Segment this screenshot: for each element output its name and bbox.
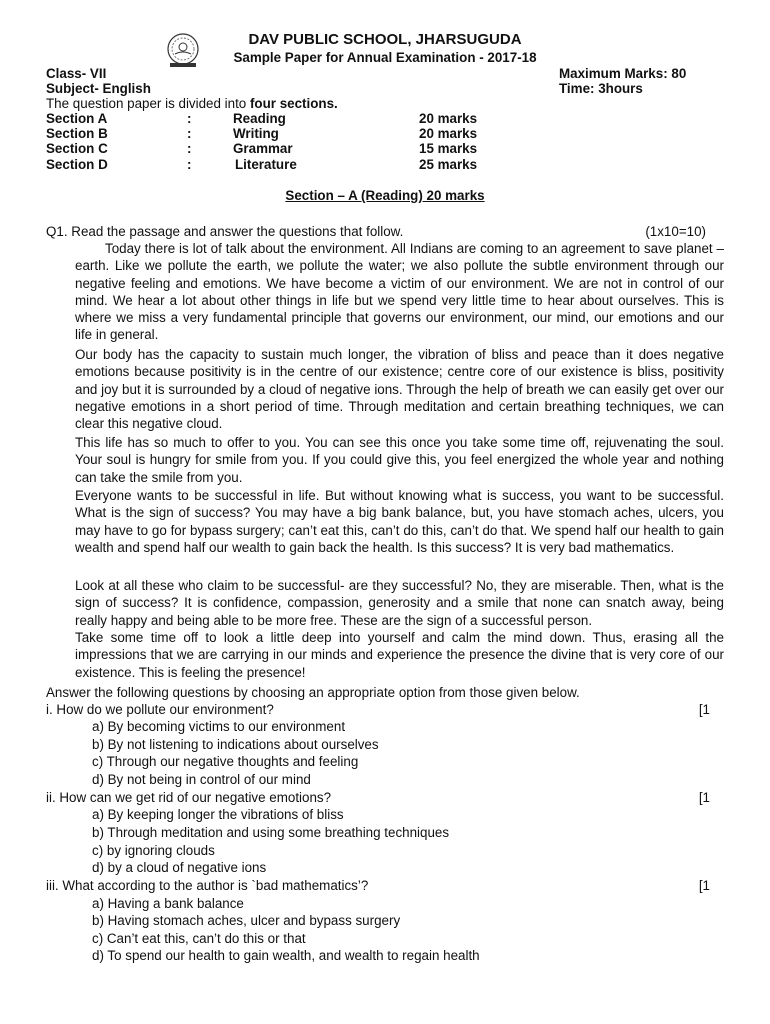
passage-paragraph: Our body has the capacity to sustain much longer, the vibration of bliss and peace than it does negative emotions because positivity is in the centre of our existence; centre core of our existence is bliss, positivity and joy but it is surrounded by a cloud of negative ions. Through the help of breath we can easily get over our negative emotions in a short period of time. Through meditation and certain breathing techniques, we can clear this negative cloud.: [75, 347, 724, 432]
section-name: Section B: [46, 126, 108, 141]
subject-label: Subject- English: [46, 81, 151, 96]
answer-option: b) Through meditation and using some breathing techniques: [92, 825, 450, 840]
answer-option: c) Can’t eat this, can’t do this or that: [92, 931, 306, 946]
passage-paragraph: Take some time off to look a little deep into yourself and calm the mind down. Thus, erasing all the impressions that we are carrying in our minds and experience the presence the divine that is very core of our existence. This is feeling the presence!: [75, 630, 724, 680]
answer-option: c) Through our negative thoughts and feeling: [92, 754, 359, 769]
question-mark: [1: [698, 702, 710, 717]
section-marks: 15 marks: [419, 141, 478, 156]
section-colon: :: [187, 157, 192, 172]
question-text: iii. What according to the author is `bad mathematics’?: [46, 878, 369, 893]
answer-option: d) by a cloud of negative ions: [92, 860, 267, 875]
section-name: Section D: [46, 157, 108, 172]
passage-paragraph: Today there is lot of talk about the environment. All Indians are coming to an agreement to save planet – earth. Like we pollute the earth, we pollute the water; we also pollute the subtle environment through our negative feeling and emotions. We have become a victim of our environment. We are not in control of our mind. We hear a lot about other things in life but we spend very little time to hear about ourselves. This is where we miss a very fundamental principle that governs our environment, our mind, our emotions and our life in general.: [75, 241, 724, 343]
section-marks: 20 marks: [419, 126, 478, 141]
max-marks-label: Maximum Marks: 80: [559, 66, 687, 81]
question-mark: [1: [698, 790, 710, 805]
question-row: [46, 877, 710, 894]
question-text: ii. How can we get rid of our negative emotions?: [46, 790, 332, 805]
section-colon: :: [187, 126, 192, 141]
answer-option: c) by ignoring clouds: [92, 843, 215, 858]
answer-option: a) By keeping longer the vibrations of bliss: [92, 807, 344, 822]
answer-option: d) By not being in control of our mind: [92, 772, 311, 787]
section-colon: :: [187, 141, 192, 156]
exam-subtitle: Sample Paper for Annual Examination - 2017-18: [233, 50, 537, 65]
passage-paragraph: This life has so much to offer to you. You can see this once you take some time off, rejuvenating the soul. Your soul is hungry for smile from you. If you could give this, you feel energized the whole year and nothing can take the smile from you.: [75, 435, 724, 485]
section-a-heading: Section – A (Reading) 20 marks: [285, 188, 485, 203]
division-note: [46, 96, 338, 112]
q1-prompt-row: [46, 223, 710, 240]
question-row: [46, 789, 710, 806]
section-topic: Literature: [235, 157, 297, 172]
time-label: Time: 3hours: [559, 81, 643, 96]
section-colon: :: [187, 111, 192, 126]
question-row: [46, 701, 710, 718]
answer-option: b) By not listening to indications about ourselves: [92, 737, 379, 752]
division-bold: four sections.: [249, 96, 338, 111]
answer-option: b) Having stomach aches, ulcer and bypass surgery: [92, 913, 401, 928]
school-name: DAV PUBLIC SCHOOL, JHARSUGUDA: [248, 31, 522, 48]
section-marks: 20 marks: [419, 111, 478, 126]
section-marks: 25 marks: [419, 157, 478, 172]
answer-instruction: Answer the following questions by choosing an appropriate option from those given below.: [46, 685, 580, 700]
section-row: [46, 126, 506, 142]
section-row: [46, 141, 506, 157]
question-text: i. How do we pollute our environment?: [46, 702, 274, 717]
section-topic: Grammar: [233, 141, 293, 156]
section-row: [46, 111, 506, 127]
passage-paragraph: Look at all these who claim to be successful- are they successful? No, they are miserable. Then, what is the sign of success? It is confidence, compassion, generosity and a smile that none can snatch away, being really happy and being able to be more free. These are the sign of a successful person.: [75, 578, 724, 628]
q1-prompt: Q1. Read the passage and answer the questions that follow.: [46, 224, 404, 239]
section-name: Section C: [46, 141, 108, 156]
answer-option: a) By becoming victims to our environment: [92, 719, 346, 734]
section-row: [46, 157, 506, 173]
section-name: Section A: [46, 111, 108, 126]
class-label: Class- VII: [46, 66, 107, 81]
passage-paragraph: Everyone wants to be successful in life. But without knowing what is success, you want to be successful. What is the sign of success? You may have a big bank balance, but, you have stomach aches, ulcers, you may have to go for bypass surgery; can’t eat this, can’t do this, can’t do that. We spend half our health to gain wealth and spend half our wealth to gain back the health. Is this success? It is very bad mathematics.: [75, 488, 724, 555]
answer-option: a) Having a bank balance: [92, 896, 244, 911]
answer-option: d) To spend our health to gain wealth, and wealth to regain health: [92, 948, 480, 963]
question-mark: [1: [698, 878, 710, 893]
section-topic: Reading: [233, 111, 286, 126]
section-topic: Writing: [233, 126, 279, 141]
q1-marks: (1x10=10): [645, 224, 706, 239]
division-prefix: The question paper is divided into: [46, 96, 250, 111]
